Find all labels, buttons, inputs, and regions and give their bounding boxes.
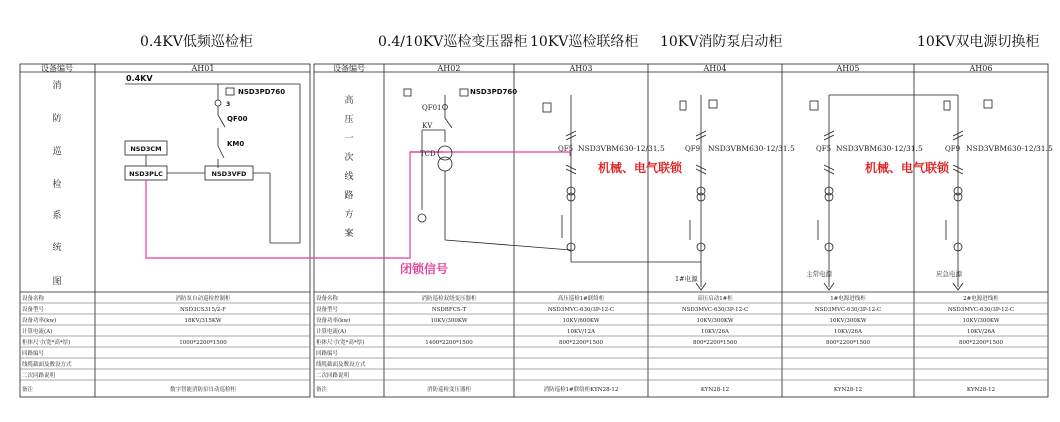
vlabel-left-1: 防 (52, 114, 62, 124)
cell-ah06: KYN28-12 (966, 387, 996, 393)
low-meter-label: NSD3PD760 (238, 88, 286, 96)
cell-ah01: 消防泵自动巡检控制柜 (175, 296, 231, 302)
cell-ah01: 1000*2200*1500 (179, 340, 227, 346)
cell-ah01: 18KV/315KW (184, 318, 222, 324)
cell-ah06: 10KV/300KW (962, 318, 1000, 324)
breaker-qf5-left: QF5 (558, 145, 574, 153)
transformer-qf-label: QF01 (422, 104, 442, 112)
interlock-right-text: 机械、电气联锁 (865, 161, 950, 175)
cell-ah05: NSD3MVC-630/3P-12-C (814, 307, 882, 313)
vlabel-right-4: 线 (344, 172, 354, 182)
interlock-left-text: 机械、电气联锁 (598, 161, 683, 175)
header-code-ah06: AH06 (969, 64, 993, 73)
row-label-right: 设备名称 (316, 296, 339, 302)
vlabel-left-6: 图 (52, 277, 62, 287)
cell-ah03: 800*2200*1500 (559, 340, 603, 346)
vlabel-right-0: 高 (344, 96, 354, 106)
low-qf-label: QF00 (227, 115, 248, 123)
cell-ah02: 10KV/300KW (430, 318, 468, 324)
cell-ah04: NSD3MVC-630/3P-12-C (681, 307, 749, 313)
breaker-qf9-left: QF9 (685, 145, 701, 153)
cell-ah03: 消防巡检1#联络柜KYN28-12 (543, 387, 619, 393)
vlabel-left-5: 统 (52, 243, 62, 253)
row-label-left: 二次回路说明 (22, 373, 56, 379)
cell-ah05: 1#电源进线柜 (830, 296, 866, 302)
vlabel-left-0: 消 (52, 81, 62, 91)
header-label-right: 设备编号 (333, 64, 365, 73)
cell-ah02: 消防巡检变压器柜 (426, 387, 472, 393)
cell-ah03: 10KV/600KW (562, 318, 600, 324)
main-power-label: 主常电源 (806, 270, 832, 278)
cell-ah06: NSD3MVC-630/3P-12-C (947, 307, 1015, 313)
row-label-left: 设备功率(kw) (22, 318, 57, 324)
title-low-voltage: 0.4KV低频巡检柜 (140, 34, 253, 50)
breaker-spec-mid: NSD3VBM630-12/31.5 (708, 144, 795, 153)
row-label-right: 设备型号 (316, 307, 339, 313)
low-plc-label: NSD3PLC (129, 170, 163, 178)
cell-ah04: KYN28-12 (700, 387, 730, 393)
cell-ah04: 10KV/300KW (696, 318, 734, 324)
lock-signal-text: 闭锁信号 (400, 262, 449, 276)
header-code-ah05: AH05 (836, 64, 860, 73)
vlabel-right-1: 压 (344, 115, 354, 125)
power-1-label: 1#电源 (675, 275, 698, 283)
cell-ah05: KYN28-12 (833, 387, 863, 393)
lock-signal-line (146, 152, 570, 258)
row-label-right: 设备功率(kw) (316, 318, 351, 324)
cell-ah02: NSDBFCS-T (431, 307, 467, 313)
row-label-right: 柜体尺寸(宽*高*厚) (316, 340, 365, 346)
cell-ah06: 2#电源进线柜 (963, 296, 999, 302)
header-code-ah01: AH01 (191, 64, 215, 73)
transformer-tcd-label: TCD (420, 150, 436, 158)
low-cm-label: NSD3CM (130, 145, 162, 153)
title-tie: 10KV巡检联络柜 (530, 34, 639, 50)
cell-ah02: 消防巡检双绕变压器柜 (421, 296, 477, 302)
title-fire-pump: 10KV消防泵启动柜 (660, 34, 783, 50)
vlabel-left-2: 巡 (52, 147, 62, 157)
cell-ah01: NSD3CS315/2-F (180, 307, 226, 313)
vlabel-left-4: 系 (52, 211, 62, 221)
cell-ah01: 数字智能消防泵自动巡检柜 (169, 387, 237, 393)
transformer-kv-label: KV (422, 122, 433, 130)
row-label-left: 回路编号 (22, 351, 45, 357)
cell-ah03: 10KV/12A (567, 329, 595, 335)
row-label-right: 计算电流(A) (316, 329, 347, 335)
vlabel-right-5: 路 (344, 191, 354, 201)
vlabel-left-3: 检 (52, 180, 62, 190)
transformer-meter-label: NSD3PD760 (470, 88, 518, 96)
row-label-left: 设备名称 (22, 296, 45, 302)
vlabel-right-2: 一 (344, 134, 354, 144)
breaker-spec-far: NSD3VBM630-12/31.5 (966, 144, 1053, 153)
cell-ah03: NSD3MVC-630/3P-12-C (547, 307, 615, 313)
breaker-qf9-right: QF9 (945, 145, 961, 153)
cell-ah04: 800*2200*1500 (693, 340, 737, 346)
row-label-left: 备注 (22, 387, 34, 393)
low-voltage-label: 0.4KV (126, 74, 153, 83)
cell-ah06: 10KV/26A (967, 329, 995, 335)
cell-ah02: 1400*2200*1500 (425, 340, 473, 346)
low-vfd-label: NSD3VFD (211, 170, 247, 178)
header-code-ah03: AH03 (569, 64, 593, 73)
cell-ah03: 高压巡检1#联络柜 (557, 296, 605, 302)
row-label-right: 二次回路说明 (316, 373, 350, 379)
cell-ah04: 高压启动1#柜 (697, 296, 733, 302)
vlabel-right-7: 案 (344, 229, 354, 239)
cell-ah04: 10KV/26A (701, 329, 729, 335)
low-mark-3: 3 (226, 101, 231, 108)
title-dual-power: 10KV双电源切换柜 (917, 34, 1040, 50)
cell-ah06: 800*2200*1500 (959, 340, 1003, 346)
cell-ah05: 10KV/26A (834, 329, 862, 335)
row-label-left: 计算电流(A) (22, 329, 53, 335)
row-label-right: 备注 (316, 387, 328, 393)
low-km-label: KM0 (227, 140, 245, 148)
breaker-spec-right: NSD3VBM630-12/31.5 (836, 144, 923, 153)
backup-power-label: 应急电源 (936, 270, 962, 278)
title-transformer: 0.4/10KV巡检变压器柜 (378, 34, 528, 50)
row-label-left: 柜体尺寸(宽*高*厚) (22, 340, 71, 346)
spec-table (22, 294, 1014, 393)
header-label-left: 设备编号 (41, 64, 73, 73)
row-label-left: 设备型号 (22, 307, 45, 313)
breaker-qf5-right: QF5 (816, 145, 832, 153)
header-code-ah04: AH04 (703, 64, 727, 73)
cell-ah05: 10KV/300KW (829, 318, 867, 324)
vlabel-right-6: 方 (344, 210, 354, 220)
header-code-ah02: AH02 (437, 64, 461, 73)
cell-ah05: 800*2200*1500 (826, 340, 870, 346)
row-label-right: 线缆截面及敷设方式 (316, 362, 366, 368)
breaker-spec-left: NSD3VBM630-12/31.5 (578, 144, 665, 153)
row-label-left: 线缆截面及敷设方式 (22, 362, 72, 368)
row-label-right: 回路编号 (316, 351, 339, 357)
vlabel-right-3: 次 (344, 153, 354, 163)
